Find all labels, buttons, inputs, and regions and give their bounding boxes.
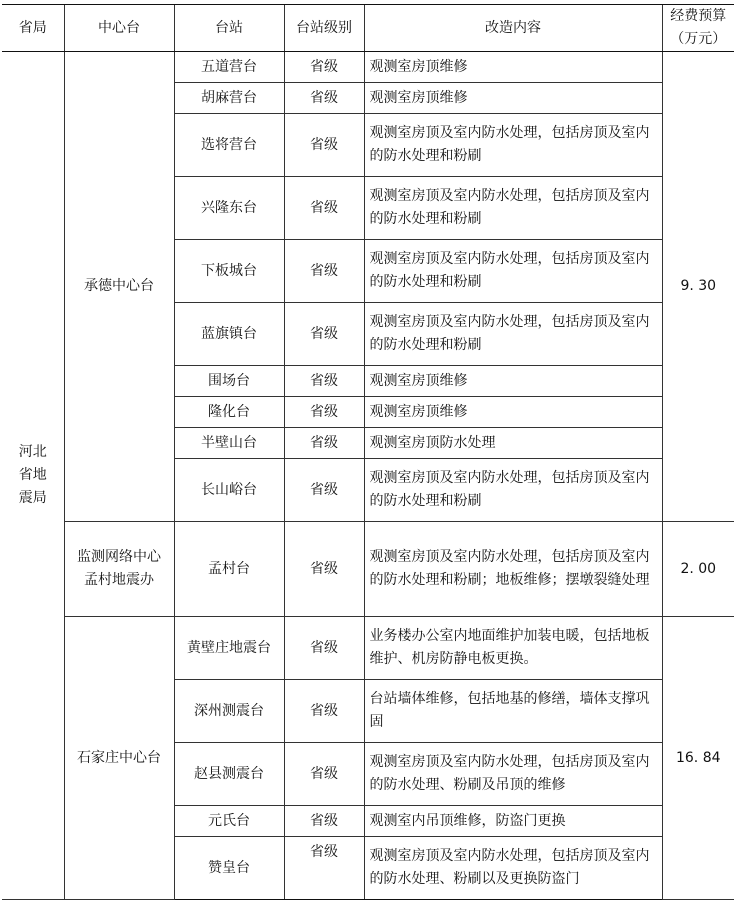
table-row xyxy=(2,52,734,83)
level-cell: 省级 xyxy=(284,303,364,366)
budget-cell: 16. 84 xyxy=(662,617,734,900)
header-level: 台站级别 xyxy=(284,5,364,52)
station-cell: 深州测震台 xyxy=(174,680,284,743)
header-budget: 经费预算 （万元） xyxy=(662,5,734,52)
level-cell: 省级 xyxy=(284,240,364,303)
station-cell: 选将营台 xyxy=(174,114,284,177)
content-cell: 观测室房顶及室内防水处理，包括房顶及室内的防水处理、粉刷及吊顶的维修 xyxy=(364,743,662,806)
level-cell: 省级 xyxy=(284,459,364,522)
header-province: 省局 xyxy=(2,5,64,52)
content-cell: 观测室房顶及室内防水处理，包括房顶及室内的防水处理和粉刷；地板维修；摆墩裂缝处理 xyxy=(364,522,662,617)
station-cell: 赵县测震台 xyxy=(174,743,284,806)
station-cell: 隆化台 xyxy=(174,397,284,428)
center-cell: 承德中心台 xyxy=(64,52,174,522)
level-cell: 省级 xyxy=(284,806,364,837)
level-cell: 省级 xyxy=(284,680,364,743)
station-cell: 下板城台 xyxy=(174,240,284,303)
level-cell: 省级 xyxy=(284,522,364,617)
table-row xyxy=(2,617,734,680)
content-cell: 观测室房顶维修 xyxy=(364,83,662,114)
center-cell: 监测网络中心孟村地震办 xyxy=(64,522,174,617)
station-cell: 孟村台 xyxy=(174,522,284,617)
province-cell: 河北省地震局 xyxy=(2,52,64,900)
content-cell: 观测室房顶及室内防水处理，包括房顶及室内的防水处理、粉刷以及更换防盗门 xyxy=(364,837,662,900)
level-cell: 省级 xyxy=(284,366,364,397)
content-cell: 观测室房顶维修 xyxy=(364,52,662,83)
header-row xyxy=(2,5,734,52)
station-cell: 赞皇台 xyxy=(174,837,284,900)
level-cell: 省级 xyxy=(284,743,364,806)
content-cell: 观测室房顶及室内防水处理，包括房顶及室内的防水处理和粉刷 xyxy=(364,177,662,240)
header-center: 中心台 xyxy=(64,5,174,52)
content-cell: 观测室房顶及室内防水处理，包括房顶及室内的防水处理和粉刷 xyxy=(364,240,662,303)
content-cell: 观测室房顶及室内防水处理，包括房顶及室内的防水处理和粉刷 xyxy=(364,303,662,366)
center-cell: 石家庄中心台 xyxy=(64,617,174,900)
budget-table xyxy=(2,4,734,900)
level-cell: 省级 xyxy=(284,52,364,83)
station-cell: 半壁山台 xyxy=(174,428,284,459)
budget-cell: 2. 00 xyxy=(662,522,734,617)
content-cell: 观测室房顶及室内防水处理，包括房顶及室内的防水处理和粉刷 xyxy=(364,459,662,522)
content-cell: 观测室房顶维修 xyxy=(364,366,662,397)
station-cell: 长山峪台 xyxy=(174,459,284,522)
level-cell: 省级 xyxy=(284,114,364,177)
budget-cell: 9. 30 xyxy=(662,52,734,522)
station-cell: 蓝旗镇台 xyxy=(174,303,284,366)
station-cell: 围场台 xyxy=(174,366,284,397)
header-content: 改造内容 xyxy=(364,5,662,52)
header-station: 台站 xyxy=(174,5,284,52)
level-cell: 省级 xyxy=(284,397,364,428)
station-cell: 黄壁庄地震台 xyxy=(174,617,284,680)
content-cell: 台站墙体维修，包括地基的修缮，墙体支撑巩固 xyxy=(364,680,662,743)
content-cell: 观测室房顶防水处理 xyxy=(364,428,662,459)
table-row xyxy=(2,522,734,617)
level-cell: 省级 xyxy=(284,837,364,900)
content-cell: 观测室房顶维修 xyxy=(364,397,662,428)
level-cell: 省级 xyxy=(284,617,364,680)
station-cell: 五道营台 xyxy=(174,52,284,83)
level-cell: 省级 xyxy=(284,177,364,240)
station-cell: 元氏台 xyxy=(174,806,284,837)
station-cell: 兴隆东台 xyxy=(174,177,284,240)
level-cell: 省级 xyxy=(284,428,364,459)
station-cell: 胡麻营台 xyxy=(174,83,284,114)
content-cell: 业务楼办公室内地面维护加装电暖，包括地板维护、机房防静电板更换。 xyxy=(364,617,662,680)
content-cell: 观测室房顶及室内防水处理，包括房顶及室内的防水处理和粉刷 xyxy=(364,114,662,177)
content-cell: 观测室内吊顶维修，防盗门更换 xyxy=(364,806,662,837)
level-cell: 省级 xyxy=(284,83,364,114)
